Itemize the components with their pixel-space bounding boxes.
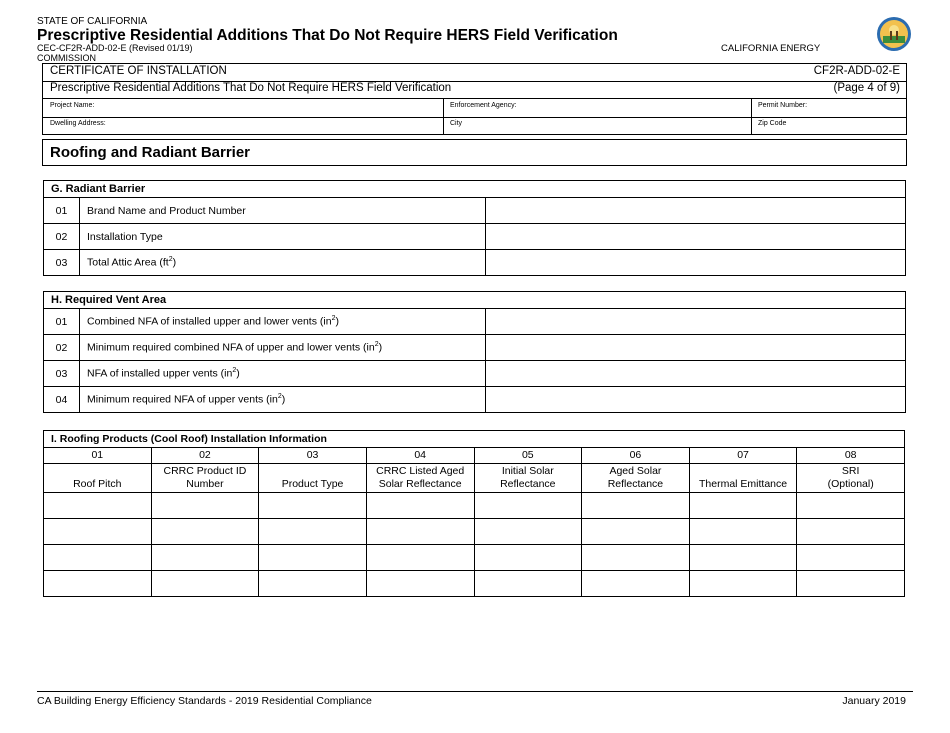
zip-code-label: Zip Code xyxy=(758,120,787,127)
city-label: City xyxy=(450,120,463,127)
table-cell[interactable] xyxy=(151,545,259,571)
section-title: Roofing and Radiant Barrier xyxy=(42,139,907,166)
upper-vents-nfa-field[interactable] xyxy=(486,361,906,387)
table-row xyxy=(44,519,905,545)
column-header-sri: SRI (Optional) xyxy=(797,464,905,493)
row-label: Combined NFA of installed upper and lower vents $(in^2)$ xyxy=(80,309,486,335)
table-cell[interactable] xyxy=(366,545,474,571)
row-label: Installation Type xyxy=(80,224,486,250)
row-label: Minimum required combined NFA of upper and lower vents $(in^2)$ xyxy=(80,335,486,361)
table-row xyxy=(44,335,906,361)
energy-label: CALIFORNIA ENERGY xyxy=(721,43,821,54)
vent-area-title: H. Required Vent Area xyxy=(44,292,906,309)
table-row xyxy=(44,493,905,519)
roofing-title: I. Roofing Products (Cool Roof) Installation Information xyxy=(44,431,905,448)
dwelling-address-label: Dwelling Address: xyxy=(50,120,106,127)
table-cell[interactable] xyxy=(259,519,367,545)
column-header-crrc-product-id: CRRC Product ID Number xyxy=(151,464,259,493)
footer-date: January 2019 xyxy=(842,695,906,707)
column-header-product-type: Product Type xyxy=(259,464,367,493)
table-cell[interactable] xyxy=(259,545,367,571)
row-number: 03 xyxy=(44,250,80,276)
enforcement-agency-label: Enforcement Agency: xyxy=(450,102,517,109)
row-number: 01 xyxy=(44,309,80,335)
page-title: Prescriptive Residential Additions That Do Not Require HERS Field Verification xyxy=(37,27,618,44)
installation-type-field[interactable] xyxy=(486,224,906,250)
certificate-subtitle: Prescriptive Residential Additions That Do Not Require HERS Field Verification xyxy=(50,82,452,94)
column-number: 02 xyxy=(151,448,259,464)
total-attic-area-field[interactable] xyxy=(486,250,906,276)
table-cell[interactable] xyxy=(366,519,474,545)
permit-number-label: Permit Number: xyxy=(758,102,808,109)
table-row xyxy=(44,198,906,224)
table-cell[interactable] xyxy=(689,493,797,519)
certificate-header-box xyxy=(42,63,907,135)
table-cell[interactable] xyxy=(689,519,797,545)
column-number: 07 xyxy=(689,448,797,464)
table-cell[interactable] xyxy=(797,493,905,519)
table-cell[interactable] xyxy=(44,571,152,597)
table-row xyxy=(44,387,906,413)
table-cell[interactable] xyxy=(151,519,259,545)
table-cell[interactable] xyxy=(259,571,367,597)
table-row xyxy=(44,224,906,250)
column-header-crrc-aged-reflectance: CRRC Listed Aged Solar Reflectance xyxy=(366,464,474,493)
min-upper-vents-nfa-field[interactable] xyxy=(486,387,906,413)
roofing-products-table xyxy=(43,430,905,597)
table-cell[interactable] xyxy=(797,545,905,571)
column-number: 04 xyxy=(366,448,474,464)
table-cell[interactable] xyxy=(582,545,690,571)
table-cell[interactable] xyxy=(689,545,797,571)
row-number: 03 xyxy=(44,361,80,387)
table-cell[interactable] xyxy=(689,571,797,597)
column-number: 03 xyxy=(259,448,367,464)
project-name-label: Project Name: xyxy=(50,102,95,109)
table-row xyxy=(44,309,906,335)
radiant-barrier-title: G. Radiant Barrier xyxy=(44,181,906,198)
row-number: 02 xyxy=(44,335,80,361)
table-cell[interactable] xyxy=(474,519,582,545)
commission-label: COMMISSION xyxy=(37,53,97,63)
table-row xyxy=(44,571,905,597)
row-label: Total Attic Area $(ft^2)$ xyxy=(80,250,486,276)
vent-area-table xyxy=(43,291,906,413)
table-cell[interactable] xyxy=(582,519,690,545)
row-label: NFA of installed upper vents $(in^2)$ xyxy=(80,361,486,387)
form-revision: CEC-CF2R-ADD-02-E (Revised 01/19) xyxy=(37,43,193,53)
table-cell[interactable] xyxy=(474,493,582,519)
california-energy-commission-seal-icon xyxy=(876,16,912,52)
table-cell[interactable] xyxy=(797,519,905,545)
footer-divider xyxy=(37,691,913,692)
table-row xyxy=(44,361,906,387)
column-number: 01 xyxy=(44,448,152,464)
column-header-initial-reflectance: Initial Solar Reflectance xyxy=(474,464,582,493)
table-cell[interactable] xyxy=(151,493,259,519)
state-label: STATE OF CALIFORNIA xyxy=(37,16,148,27)
column-header-aged-reflectance: Aged Solar Reflectance xyxy=(582,464,690,493)
row-number: 04 xyxy=(44,387,80,413)
table-cell[interactable] xyxy=(582,493,690,519)
table-cell[interactable] xyxy=(44,545,152,571)
table-row xyxy=(44,250,906,276)
column-number: 08 xyxy=(797,448,905,464)
table-cell[interactable] xyxy=(366,493,474,519)
table-cell[interactable] xyxy=(151,571,259,597)
brand-name-field[interactable] xyxy=(486,198,906,224)
combined-nfa-field[interactable] xyxy=(486,309,906,335)
form-code: CF2R-ADD-02-E xyxy=(813,65,900,77)
page-number: (Page 4 of 9) xyxy=(833,82,900,94)
table-cell[interactable] xyxy=(44,493,152,519)
certificate-type: CERTIFICATE OF INSTALLATION xyxy=(50,65,227,77)
table-cell[interactable] xyxy=(797,571,905,597)
column-header-roof-pitch: Roof Pitch xyxy=(44,464,152,493)
table-cell[interactable] xyxy=(259,493,367,519)
table-cell[interactable] xyxy=(474,571,582,597)
column-header-thermal-emittance: Thermal Emittance xyxy=(689,464,797,493)
table-cell[interactable] xyxy=(474,545,582,571)
min-combined-nfa-field[interactable] xyxy=(486,335,906,361)
table-cell[interactable] xyxy=(366,571,474,597)
row-number: 02 xyxy=(44,224,80,250)
table-cell[interactable] xyxy=(44,519,152,545)
column-number: 05 xyxy=(474,448,582,464)
table-cell[interactable] xyxy=(582,571,690,597)
row-label: Minimum required NFA of upper vents $(in^2)$ xyxy=(80,387,486,413)
row-number: 01 xyxy=(44,198,80,224)
radiant-barrier-table xyxy=(43,180,906,276)
column-number: 06 xyxy=(582,448,690,464)
row-label: Brand Name and Product Number xyxy=(80,198,486,224)
table-row xyxy=(44,545,905,571)
footer-standards: CA Building Energy Efficiency Standards - 2019 Residential Compliance xyxy=(37,695,372,707)
